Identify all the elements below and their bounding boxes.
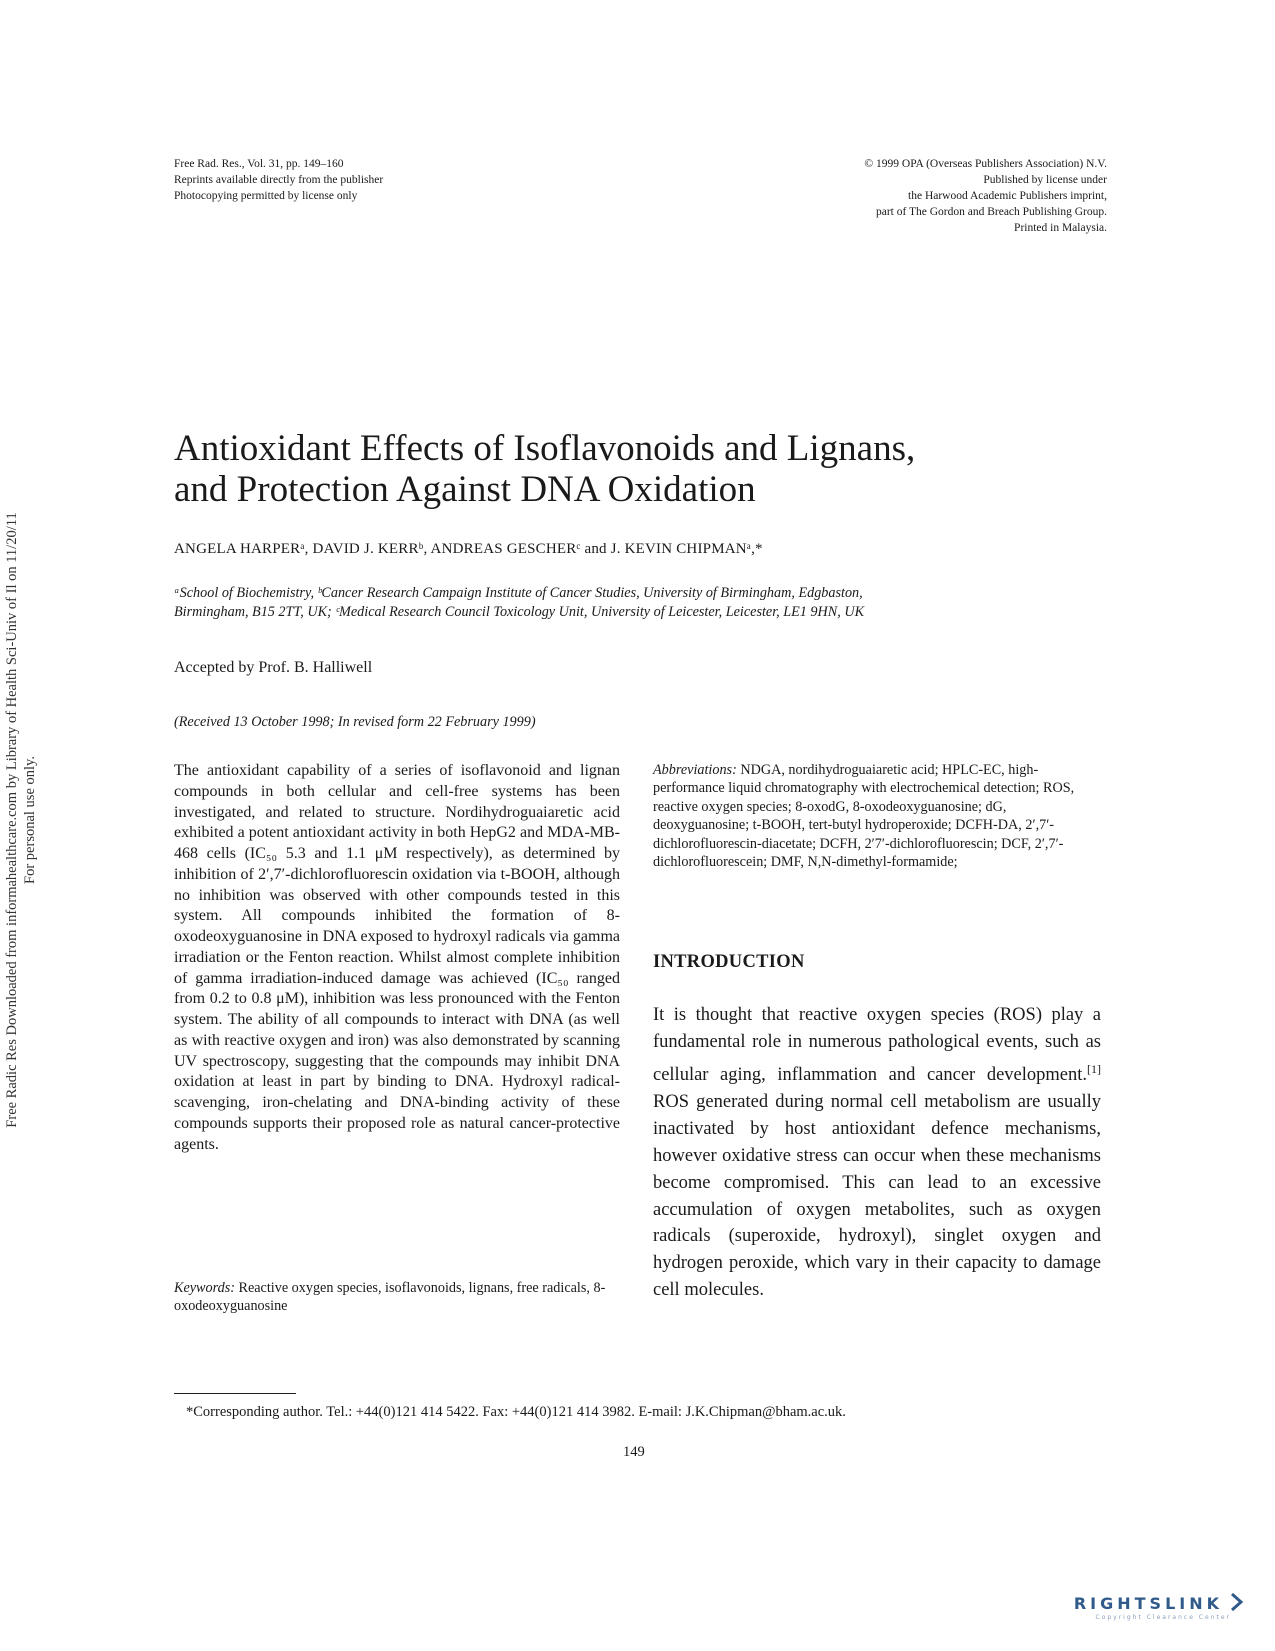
affiliation-line1: ᵃSchool of Biochemistry, ᵇCancer Research Campaign Institute of Cancer Studies, University of Birmingham, Edgbaston, [174, 585, 863, 601]
abbreviations-text: NDGA, nordihydroguaiaretic acid; HPLC-EC, high-performance liquid chromatography with electrochemical detection; ROS, reactive oxygen species; 8-oxodG, 8-oxodeoxyguanosine; dG, deoxyguanosine; t-BOOH, tert-butyl hydroperoxide; DCFH-DA, 2′,7′-dichlorofluorescin-diacetate; DCFH, 2′7′-dichlorofluorescin; DCF, 2′,7′-dichlorofluorescein; DMF, N,N-dimethyl-formamide; [653, 762, 1075, 871]
article-title [174, 428, 1074, 510]
keywords [174, 1279, 620, 1315]
imprint-line: the Harwood Academic Publishers imprint, [908, 190, 1107, 202]
journal-header-right [864, 156, 1107, 236]
abbreviations-label: Abbreviations: [653, 762, 737, 778]
title-line1: Antioxidant Effects of Isoflavonoids and Lignans, [174, 428, 916, 469]
introduction-text-part1: It is thought that reactive oxygen species (ROS) play a fundamental role in numerous pathological events, such as cellular aging, inflammation and cancer development. [653, 1005, 1101, 1085]
photocopying-note: Photocopying permitted by license only [174, 190, 358, 202]
keywords-label: Keywords: [174, 1280, 235, 1296]
corresponding-author-footnote: *Corresponding author. Tel.: +44(0)121 414 5422. Fax: +44(0)121 414 3982. E-mail: J.K.Chipman@bham.ac.uk. [186, 1404, 846, 1420]
rightslink-chevron-icon [1229, 1591, 1247, 1613]
page-number: 149 [623, 1444, 645, 1460]
download-notice-sidebar [3, 450, 43, 1190]
received-dates: (Received 13 October 1998; In revised form 22 February 1999) [174, 714, 536, 730]
affiliation-line2: Birmingham, B15 2TT, UK; ᶜMedical Research Council Toxicology Unit, University of Leicester, Leicester, LE1 9HN, UK [174, 604, 865, 620]
rightslink-label: RIGHTSLINK [1073, 1594, 1223, 1613]
license-line: Published by license under [983, 174, 1107, 186]
introduction-heading: INTRODUCTION [653, 952, 805, 972]
reprints-note: Reprints available directly from the publisher [174, 174, 384, 186]
citation-ref[interactable]: [1] [1087, 1061, 1101, 1076]
download-notice-line1: Free Radic Res Downloaded from informahealthcare.com by Library of Health Sci-Univ of Il on 11/20/11 [4, 512, 20, 1128]
author-list: ANGELA HARPERᵃ, DAVID J. KERRᵇ, ANDREAS GESCHERᶜ and J. KEVIN CHIPMANᵃ,* [174, 541, 763, 557]
accepted-by: Accepted by Prof. B. Halliwell [174, 659, 373, 676]
abbreviations [653, 761, 1093, 871]
title-line2: and Protection Against DNA Oxidation [174, 469, 756, 510]
rightslink-logo[interactable] [1074, 1594, 1223, 1613]
printed-line: Printed in Malaysia. [1014, 222, 1107, 234]
journal-citation: Free Rad. Res., Vol. 31, pp. 149–160 [174, 158, 344, 170]
footnote-divider [174, 1393, 296, 1394]
introduction-text-part2: ROS generated during normal cell metabolism are usually inactivated by host antioxidant defence mechanisms, however oxidative stress can occur when these mechanisms become compromised. This can lead to an excessive accumulation of oxygen metabolites, such as oxygen radicals (superoxide, hydroxyl), singlet oxygen and hydrogen peroxide, which vary in their capacity to damage cell molecules. [653, 1091, 1101, 1301]
abstract: The antioxidant capability of a series of isoflavonoid and lignan compounds in both cellular and cell-free systems has been investigated, and related to structure. Nordihydroguaiaretic acid exhibited a potent antioxidant activity in both HepG2 and MDA-MB-468 cells (IC₅₀ 5.3 and 1.1 μM respectively), as determined by inhibition of 2′,7′-dichlorofluorescin oxidation via t-BOOH, although no inhibition was observed with other compounds tested in this system. All compounds inhibited the formation of 8-oxodeoxyguanosine in DNA exposed to hydroxyl radicals via gamma irradiation or the Fenton reaction. Whilst almost complete inhibition of gamma irradiation-induced damage was achieved (IC₅₀ ranged from 0.2 to 0.8 μM), inhibition was less pronounced with the Fenton system. The ability of all compounds to interact with DNA (as well as with reactive oxygen and iron) was also demonstrated by scanning UV spectroscopy, suggesting that the compounds may inhibit DNA oxidation at least in part by binding to DNA. Hydroxyl radical-scavenging, iron-chelating and DNA-binding activity of these compounds supports their proposed role as natural cancer-protective agents. [174, 762, 620, 1153]
group-line: part of The Gordon and Breach Publishing Group. [875, 206, 1107, 218]
affiliations [174, 584, 1074, 622]
introduction-body [653, 1002, 1101, 1304]
rightslink-subtitle: Copyright Clearance Center [1095, 1614, 1231, 1621]
download-notice-line2: For personal use only. [22, 756, 38, 884]
journal-header-left [174, 156, 383, 204]
copyright-line: © 1999 OPA (Overseas Publishers Association) N.V. [864, 158, 1107, 170]
keywords-text: Reactive oxygen species, isoflavonoids, lignans, free radicals, 8-oxodeoxyguanosine [174, 1280, 606, 1314]
